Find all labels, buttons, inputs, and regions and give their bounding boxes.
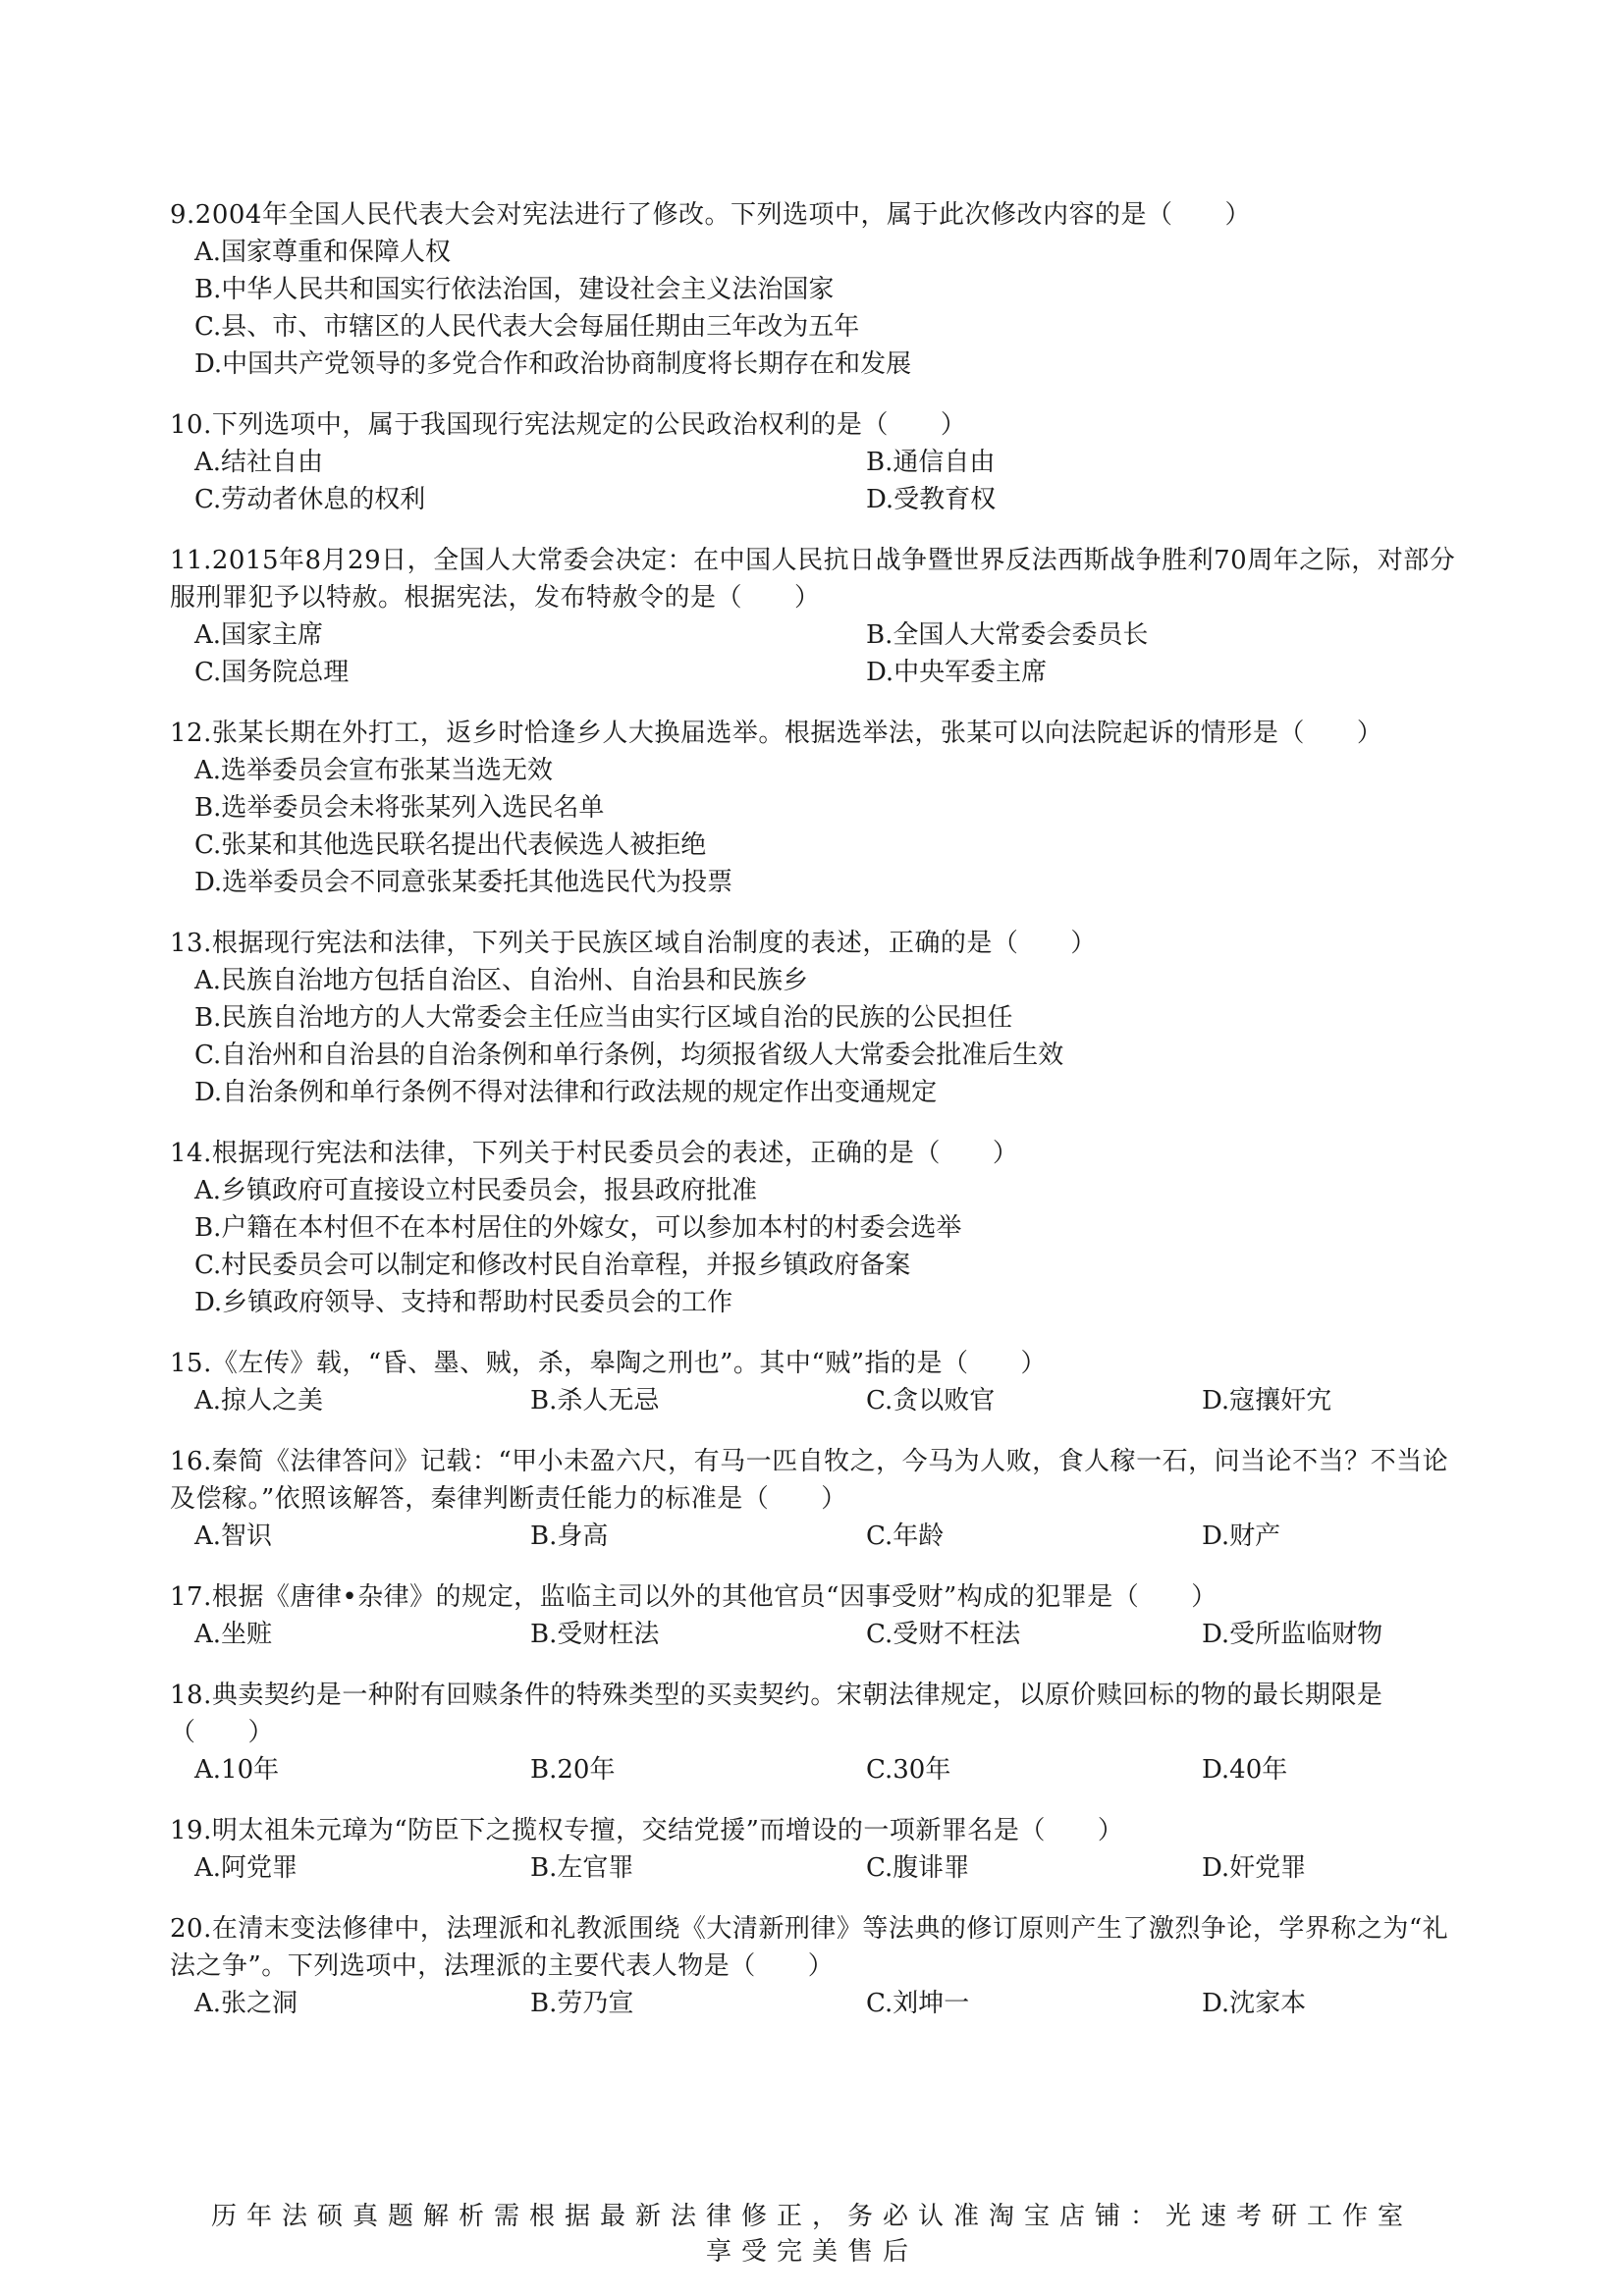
answer-option: C.县、市、市辖区的人民代表大会每届任期由三年改为五年	[194, 312, 860, 342]
question-block	[170, 1812, 1466, 1887]
answer-option: B.全国人大常委会委员长	[866, 620, 1149, 650]
answer-option: C.腹诽罪	[866, 1853, 970, 1883]
question-block	[170, 542, 1466, 691]
answer-option: A.阿党罪	[194, 1853, 298, 1883]
option-list	[170, 1382, 1466, 1419]
question-stem: 14.根据现行宪法和法律，下列关于村民委员会的表述，正确的是（ ）	[170, 1139, 1019, 1168]
option-list	[170, 752, 1466, 901]
answer-option: A.智识	[194, 1522, 273, 1551]
answer-option: B.受财枉法	[530, 1620, 660, 1649]
answer-option: B.杀人无忌	[530, 1386, 660, 1415]
answer-option: C.村民委员会可以制定和修改村民自治章程，并报乡镇政府备案	[194, 1251, 911, 1280]
answer-option: A.10年	[194, 1755, 280, 1785]
answer-option: B.劳乃宣	[530, 1989, 634, 2018]
question-stem: 11.2015年8月29日，全国人大常委会决定：在中国人民抗日战争暨世界反法西斯战争胜利70周年之际，对部分服刑罪犯予以特赦。根据宪法，发布特赦令的是（ ）	[170, 546, 1456, 613]
question-stem: 16.秦简《法律答问》记载：“甲小未盈六尺，有马一匹自牧之，今马为人败，食人稼一石，问当论不当？不当论及偿稼。”依照该解答，秦律判断责任能力的标准是（ ）	[170, 1447, 1449, 1514]
answer-option: C.30年	[866, 1755, 951, 1785]
answer-option: B.选举委员会未将张某列入选民名单	[194, 793, 605, 823]
question-block	[170, 925, 1466, 1111]
answer-option: D.40年	[1202, 1755, 1288, 1785]
question-stem: 19.明太祖朱元璋为“防臣下之揽权专擅，交结党援”而增设的一项新罪名是（ ）	[170, 1816, 1124, 1845]
answer-option: D.奸党罪	[1202, 1853, 1307, 1883]
option-list	[170, 1518, 1466, 1555]
question-stem: 9.2004年全国人民代表大会对宪法进行了修改。下列选项中，属于此次修改内容的是（ ）	[170, 200, 1251, 230]
answer-option: B.中华人民共和国实行依法治国，建设社会主义法治国家	[194, 275, 835, 304]
answer-option: D.乡镇政府领导、支持和帮助村民委员会的工作	[194, 1288, 733, 1317]
answer-option: D.财产	[1202, 1522, 1281, 1551]
answer-option: C.国务院总理	[194, 658, 350, 687]
answer-option: B.20年	[530, 1755, 616, 1785]
answer-option: A.乡镇政府可直接设立村民委员会，报县政府批准	[194, 1176, 758, 1205]
answer-option: A.民族自治地方包括自治区、自治州、自治县和民族乡	[194, 966, 809, 995]
question-block	[170, 1677, 1466, 1789]
answer-option: B.户籍在本村但不在本村居住的外嫁女，可以参加本村的村委会选举	[194, 1213, 962, 1243]
answer-option: D.中央军委主席	[866, 658, 1048, 687]
option-list	[170, 1616, 1466, 1653]
answer-option: D.受教育权	[866, 485, 997, 514]
option-list	[170, 962, 1466, 1111]
answer-option: A.掠人之美	[194, 1386, 324, 1415]
answer-option: D.受所监临财物	[1202, 1620, 1383, 1649]
answer-option: C.年龄	[866, 1522, 945, 1551]
footer-notice	[0, 2199, 1624, 2269]
question-stem: 10.下列选项中，属于我国现行宪法规定的公民政治权利的是（ ）	[170, 410, 967, 440]
answer-option: D.中国共产党领导的多党合作和政治协商制度将长期存在和发展	[194, 349, 912, 379]
footer-line-2: 享受完美售后	[705, 2237, 918, 2267]
option-list	[170, 1751, 1466, 1789]
question-stem: 13.根据现行宪法和法律，下列关于民族区域自治制度的表述，正确的是（ ）	[170, 929, 1097, 958]
option-list	[170, 1172, 1466, 1321]
question-block	[170, 1345, 1466, 1419]
answer-option: A.坐赃	[194, 1620, 273, 1649]
option-list	[170, 444, 1466, 518]
answer-option: D.寇攘奸宄	[1202, 1386, 1332, 1415]
question-block	[170, 715, 1466, 901]
answer-option: A.国家尊重和保障人权	[194, 238, 452, 267]
answer-option: D.选举委员会不同意张某委托其他选民代为投票	[194, 868, 733, 897]
option-list	[170, 616, 1466, 691]
answer-option: B.民族自治地方的人大常委会主任应当由实行区域自治的民族的公民担任	[194, 1003, 1013, 1033]
answer-option: B.左官罪	[530, 1853, 634, 1883]
question-block	[170, 1135, 1466, 1321]
answer-option: A.结社自由	[194, 448, 324, 477]
question-block	[170, 1578, 1466, 1653]
answer-option: D.自治条例和单行条例不得对法律和行政法规的规定作出变通规定	[194, 1078, 938, 1107]
answer-option: C.自治州和自治县的自治条例和单行条例，均须报省级人大常委会批准后生效	[194, 1041, 1064, 1070]
answer-option: A.张之洞	[194, 1989, 298, 2018]
question-list	[170, 196, 1466, 2046]
question-block	[170, 196, 1466, 383]
question-stem: 12.张某长期在外打工，返乡时恰逢乡人大换届选举。根据选举法，张某可以向法院起诉的情形是（ ）	[170, 719, 1383, 748]
option-list	[170, 1985, 1466, 2022]
question-stem: 15.《左传》载，“昏、墨、贼，杀，皋陶之刑也”。其中“贼”指的是（ ）	[170, 1349, 1048, 1378]
question-block	[170, 1443, 1466, 1555]
answer-option: D.沈家本	[1202, 1989, 1307, 2018]
answer-option: C.劳动者休息的权利	[194, 485, 426, 514]
footer-line-1: 历年法硕真题解析需根据最新法律修正，务必认准淘宝店铺：光速考研工作室	[210, 2202, 1413, 2231]
option-list	[170, 1849, 1466, 1887]
answer-option: A.国家主席	[194, 620, 324, 650]
question-stem: 17.根据《唐律•杂律》的规定，监临主司以外的其他官员“因事受财”构成的犯罪是（ ）	[170, 1582, 1218, 1612]
question-block	[170, 1910, 1466, 2022]
option-list	[170, 234, 1466, 383]
answer-option: C.张某和其他选民联名提出代表候选人被拒绝	[194, 830, 707, 860]
answer-option: B.通信自由	[866, 448, 996, 477]
question-block	[170, 406, 1466, 518]
answer-option: C.受财不枉法	[866, 1620, 1021, 1649]
question-stem: 18.典卖契约是一种附有回赎条件的特殊类型的买卖契约。宋朝法律规定，以原价赎回标的物的最长期限是（ ）	[170, 1681, 1383, 1747]
answer-option: A.选举委员会宣布张某当选无效	[194, 756, 554, 785]
answer-option: C.贪以败官	[866, 1386, 996, 1415]
answer-option: C.刘坤一	[866, 1989, 970, 2018]
question-stem: 20.在清末变法修律中，法理派和礼教派围绕《大清新刑律》等法典的修订原则产生了激烈争论，学界称之为“礼法之争”。下列选项中，法理派的主要代表人物是（ ）	[170, 1914, 1449, 1981]
answer-option: B.身高	[530, 1522, 609, 1551]
